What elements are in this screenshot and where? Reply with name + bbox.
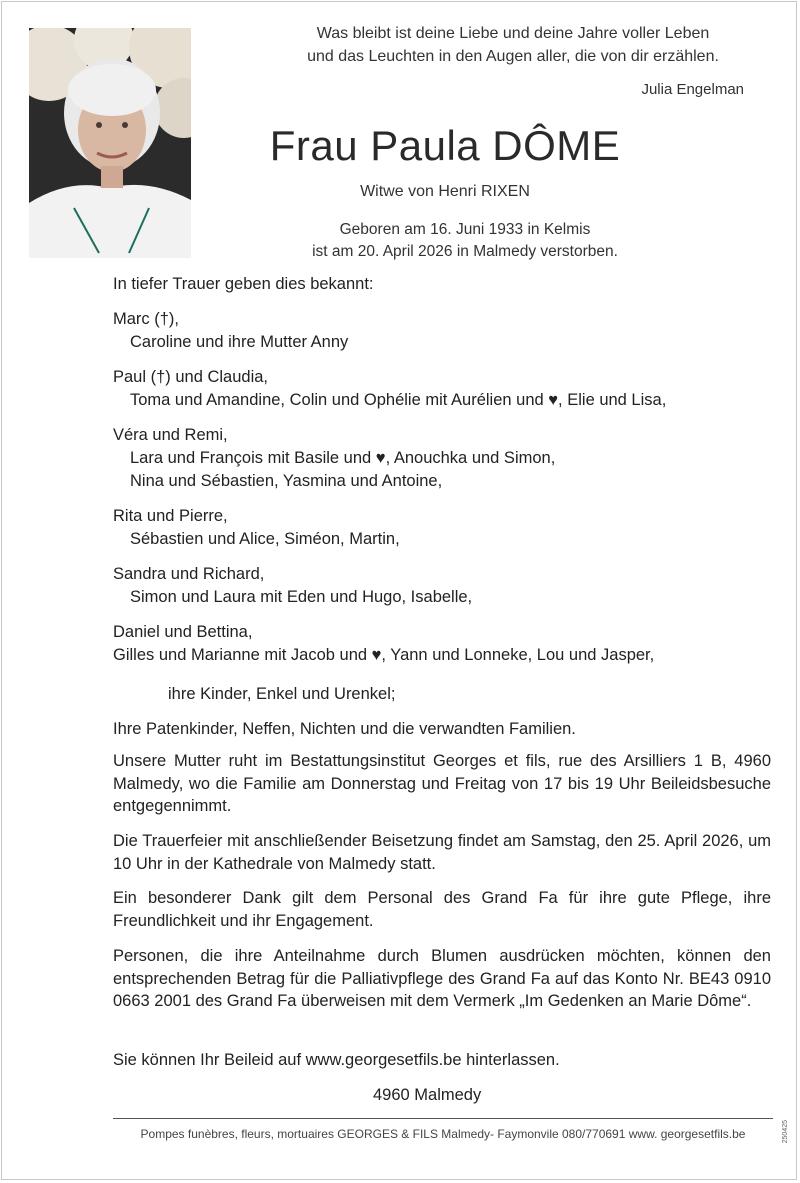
family-parents: Sandra und Richard, [113, 565, 265, 583]
family-children: Simon und Laura mit Eden und Hugo, Isabelle, [130, 588, 473, 606]
death-line: ist am 20. April 2026 in Malmedy verstorben. [312, 243, 618, 260]
memorial-quote [270, 22, 756, 68]
family-children: Nina und Sébastien, Yasmina und Antoine, [130, 472, 443, 490]
quote-author: Julia Engelman [641, 81, 744, 98]
family-parents: Marc (†), [113, 310, 179, 328]
intro-text: In tiefer Trauer geben dies bekannt: [113, 275, 374, 293]
family-group [113, 621, 793, 667]
family-parents: Paul (†) und Claudia, [113, 368, 269, 386]
resting-place-paragraph: Unsere Mutter ruht im Bestattungsinstitut Georges et fils, rue des Arsilliers 1 B, 4960 Malmedy, wo die Familie am Donnerstag und Freitag von 17 bis 19 Uhr Beileidsbesuche entgegennimmt. [113, 752, 771, 815]
reference-code: 250425 [782, 1120, 789, 1144]
family-children: Toma und Amandine, Colin und Ophélie mit Aurélien und ♥, Elie und Lisa, [130, 391, 667, 409]
family-parents: Daniel und Bettina, [113, 623, 253, 641]
thanks-paragraph: Ein besonderer Dank gilt dem Personal des Grand Fa für ihre gute Pflege, ihre Freundlichkeit und ihr Engagement. [113, 889, 771, 930]
family-children: Caroline und ihre Mutter Anny [130, 333, 349, 351]
funeral-home-footer: Pompes funèbres, fleurs, mortuaires GEORGES & FILS Malmedy- Faymonvile 080/770691 www. georgesetfils.be [140, 1127, 746, 1141]
birth-death-dates [230, 219, 700, 263]
condolence-paragraph: Sie können Ihr Beileid auf www.georgesetfils.be hinterlassen. [113, 1051, 560, 1069]
widow-line: Witwe von Henri RIXEN [360, 183, 530, 200]
place-line: 4960 Malmedy [373, 1086, 482, 1104]
family-group [113, 366, 793, 412]
family-children: Gilles und Marianne mit Jacob und ♥, Yann und Lonneke, Lou und Jasper, [113, 646, 655, 664]
family-parents: Véra und Remi, [113, 426, 228, 444]
funeral-paragraph: Die Trauerfeier mit anschließender Beisetzung findet am Samstag, den 25. April 2026, um 10 Uhr in der Kathedrale von Malmedy statt. [113, 832, 771, 873]
footer-divider [113, 1118, 773, 1119]
family-group [113, 308, 793, 354]
portrait-photo [29, 28, 191, 258]
family-group [113, 563, 793, 609]
family-parents: Rita und Pierre, [113, 507, 228, 525]
relatives-line: Ihre Patenkinder, Neffen, Nichten und die verwandten Familien. [113, 720, 576, 738]
quote-line: Was bleibt ist deine Liebe und deine Jahre voller Leben [316, 25, 710, 42]
birth-line: Geboren am 16. Juni 1933 in Kelmis [339, 221, 591, 238]
family-list [113, 308, 793, 741]
quote-line: und das Leuchten in den Augen aller, die von dir erzählen. [307, 48, 719, 65]
family-children: Lara und François mit Basile und ♥, Anouchka und Simon, [130, 449, 556, 467]
deceased-name: Frau Paula DÔME [269, 122, 621, 169]
family-children: Sébastien und Alice, Siméon, Martin, [130, 530, 400, 548]
family-group [113, 505, 793, 551]
donation-paragraph: Personen, die ihre Anteilnahme durch Blumen ausdrücken möchten, können den entsprechenden Betrag für die Palliativpflege des Grand Fa auf das Konto Nr. BE43 0910 0663 2001 des Grand Fa überweisen mit dem Vermerk „Im Gedenken an Marie Dôme“. [113, 947, 771, 1010]
family-group [113, 424, 793, 493]
descendants-line: ihre Kinder, Enkel und Urenkel; [168, 685, 396, 703]
